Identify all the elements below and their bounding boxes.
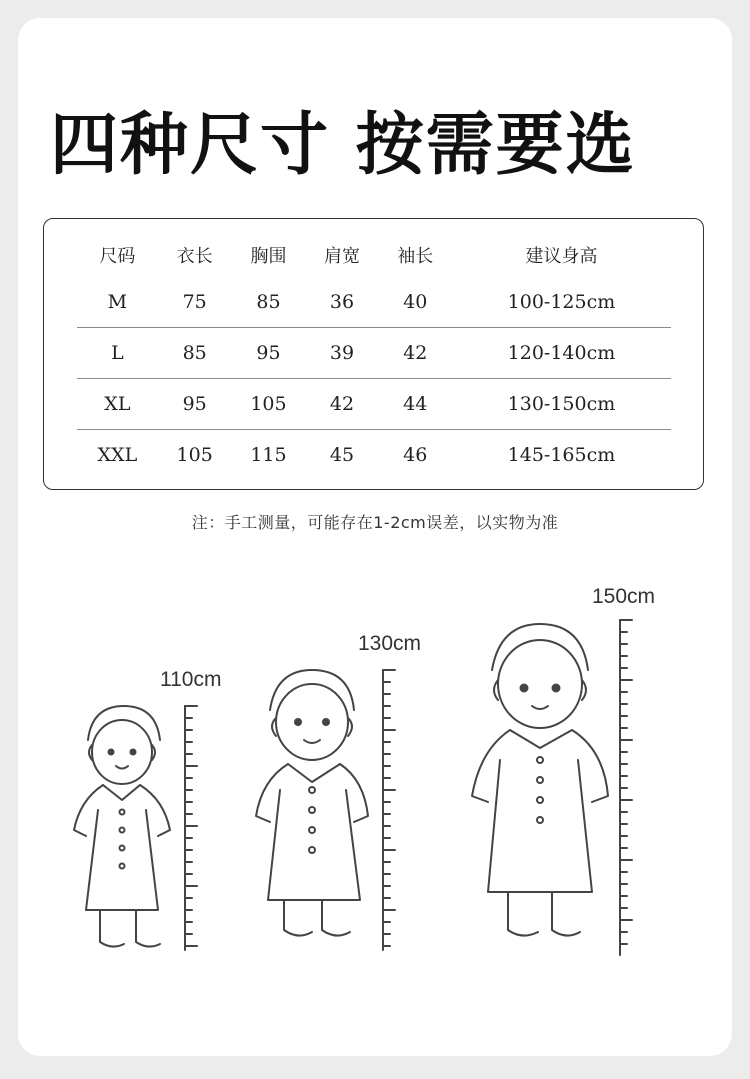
header-size: 尺码 <box>99 246 136 267</box>
height-ruler-icon <box>620 620 632 955</box>
cell-size: M <box>107 291 128 313</box>
child-raincoat-medium-icon <box>256 670 368 936</box>
cell-chest: 115 <box>232 430 306 481</box>
height-label-150: 150cm <box>592 585 656 608</box>
cell-size: XXL <box>77 430 158 481</box>
cell-sleeve: 40 <box>403 291 428 313</box>
cell-length: 85 <box>158 328 232 379</box>
cell-chest: 85 <box>256 291 281 313</box>
header-sleeve: 袖长 <box>397 246 434 267</box>
cell-shoulder: 42 <box>305 379 378 430</box>
cell-size: L <box>77 328 158 379</box>
cell-size: XL <box>77 379 158 430</box>
height-ruler-icon <box>383 670 395 950</box>
child-raincoat-large-icon <box>472 624 608 936</box>
cell-height: 100-125cm <box>507 291 616 313</box>
cell-length: 75 <box>182 291 207 313</box>
cell-chest: 95 <box>232 328 306 379</box>
header-length: 衣长 <box>176 246 213 267</box>
height-label-110: 110cm <box>160 668 222 691</box>
cell-height: 145-165cm <box>452 430 671 481</box>
header-chest: 胸围 <box>250 246 287 267</box>
child-raincoat-small-icon <box>74 706 170 947</box>
cell-shoulder: 45 <box>305 430 378 481</box>
cell-sleeve: 42 <box>379 328 452 379</box>
page-title: 四种尺寸 按需要选 <box>50 106 636 185</box>
cell-length: 105 <box>158 430 232 481</box>
measurement-note: 注：手工测量，可能存在1-2cm误差，以实物为准 <box>191 513 559 532</box>
cell-height: 120-140cm <box>452 328 671 379</box>
cell-height: 130-150cm <box>452 379 671 430</box>
cell-sleeve: 46 <box>379 430 452 481</box>
cell-shoulder: 36 <box>329 291 355 313</box>
height-ruler-icon <box>185 706 197 950</box>
cell-sleeve: 44 <box>379 379 452 430</box>
height-label-130: 130cm <box>358 632 422 655</box>
header-shoulder: 肩宽 <box>324 246 360 267</box>
cell-length: 95 <box>158 379 232 430</box>
cell-chest: 105 <box>232 379 306 430</box>
cell-shoulder: 39 <box>305 328 378 379</box>
header-height: 建议身高 <box>525 246 598 267</box>
